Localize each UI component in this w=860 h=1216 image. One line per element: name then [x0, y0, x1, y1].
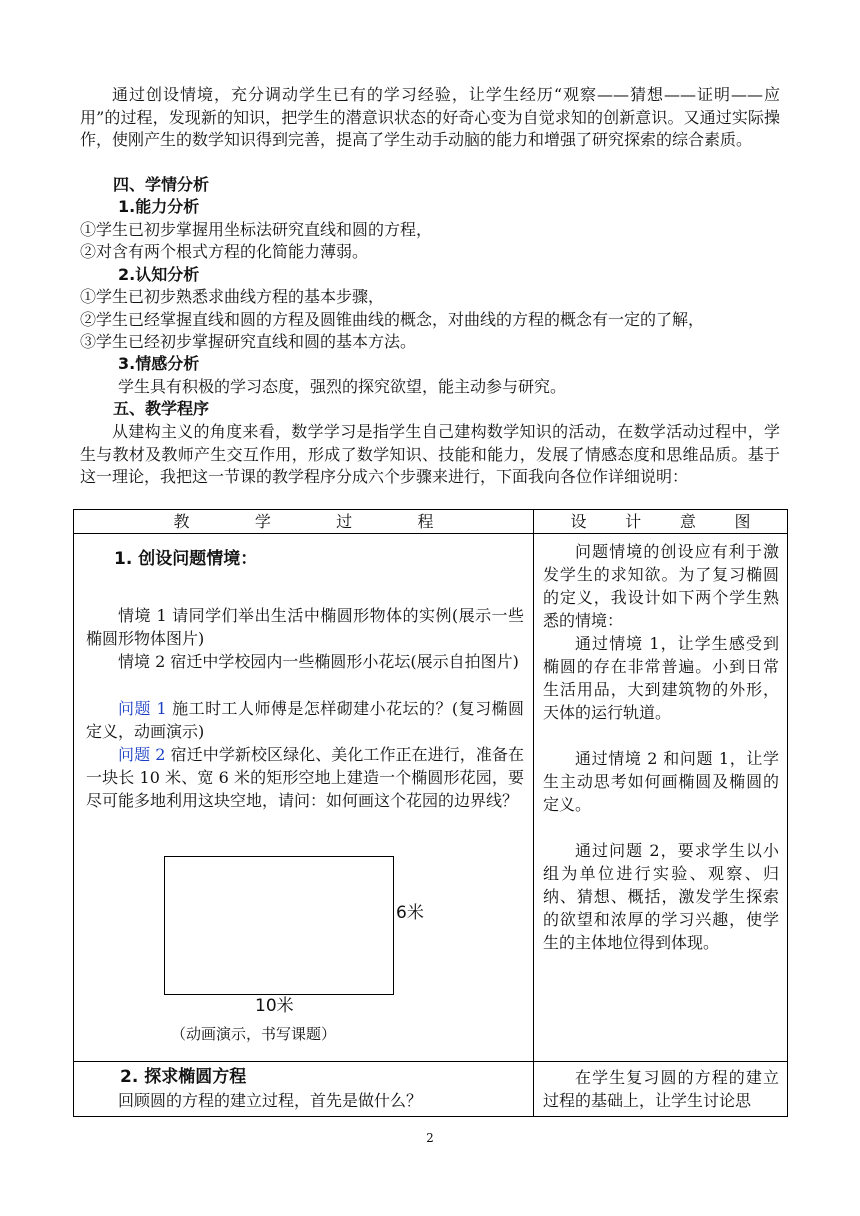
cognition-item-3: ③学生已经初步掌握研究直线和圆的基本方法。: [80, 332, 417, 351]
ability-item-1: ①学生已初步掌握用坐标法研究直线和圆的方程，: [80, 220, 433, 239]
step2-title: 2. 探求椭圆方程: [120, 1067, 247, 1087]
step2-text: 回顾圆的方程的建立过程，首先是做什么？: [118, 1091, 423, 1110]
height-label: 6米: [396, 903, 424, 923]
section-5-body: [80, 421, 780, 489]
intro-section: [80, 84, 780, 152]
section-5-paragraph: 从建构主义的角度来看，数学学习是指学生自己建构数学知识的活动，在数学活动过程中，学生与教材及教师产生交互作用，形成了数学知识、技能和能力，发展了情感态度和思维品质。基于这一理论，我把这一节课的教学程序分成六个步骤来进行，下面我向各位作详细说明：: [80, 422, 780, 486]
teaching-procedure-table: [73, 509, 788, 1117]
step2-intent: 在学生复习圆的方程的建立过程的基础上，让学生讨论思: [543, 1068, 779, 1110]
step2-process-cell: [74, 1062, 534, 1117]
table-row-step1: [74, 534, 788, 1062]
header-intent-char: 计: [625, 512, 642, 531]
question-1-label: 问题 1: [118, 699, 167, 718]
header-intent: [534, 510, 788, 534]
field-rectangle: [164, 856, 394, 995]
intent-para-3: 通过情境 2 和问题 1，让学生主动思考如何画椭圆及椭圆的定义。: [543, 749, 779, 814]
emotion-title: 3.情感分析: [118, 354, 200, 373]
figure-caption: （动画演示，书写课题）: [171, 1025, 337, 1043]
intent-para-4: 通过问题 2，要求学生以小组为单位进行实验、观察、归纳、猜想、概括，激发学生探索的欲望和浓厚的学习兴趣，使学生的主体地位得到体现。: [543, 841, 779, 952]
table-header-row: [74, 510, 788, 534]
situation-2: 情境 2 宿迁中学校园内一些椭圆形小花坛(展示自拍图片): [118, 652, 519, 671]
ability-item-2: ②对含有两个根式方程的化简能力薄弱。: [80, 242, 369, 261]
page-number: 2: [426, 1131, 434, 1145]
section-5-title: 五、教学程序: [113, 399, 210, 418]
question-1: [86, 697, 524, 743]
header-process-char: 学: [254, 512, 271, 531]
section-4-title: 四、学情分析: [113, 175, 210, 194]
header-intent-char: 意: [679, 512, 696, 531]
cognition-item-1: ①学生已初步熟悉求曲线方程的基本步骤，: [80, 287, 385, 306]
table-row-step2: [74, 1062, 788, 1117]
cognition-title: 2.认知分析: [118, 265, 200, 284]
step2-intent-cell: [534, 1062, 788, 1117]
step1-intent-cell: [534, 534, 788, 1062]
step1-process-cell: [74, 534, 534, 1062]
question-2-label: 问题 2: [118, 745, 166, 764]
emotion-text: 学生具有积极的学习态度，强烈的探究欲望，能主动参与研究。: [118, 377, 567, 396]
header-intent-char: 设: [570, 512, 587, 531]
header-process-char: 程: [417, 512, 434, 531]
header-process-char: 过: [336, 512, 353, 531]
question-1-text: 施工时工人师傅是怎样砌建小花坛的？(复习椭圆定义，动画演示): [86, 699, 524, 741]
header-process: [74, 510, 534, 534]
header-intent-char: 图: [734, 512, 751, 531]
intent-para-2: 通过情境 1，让学生感受到椭圆的存在非常普遍。小到日常生活用品，大到建筑物的外形，天体的运行轨道。: [543, 634, 779, 722]
ability-title: [118, 196, 199, 219]
intro-paragraph: 通过创设情境，充分调动学生已有的学习经验，让学生经历“观察——猜想——证明——应用”的过程，发现新的知识，把学生的潜意识状态的好奇心变为自觉求知的创新意识。又通过实际操作，使刚产生的数学知识得到完善，提高了学生动手动脑的能力和增强了研究探索的综合素质。: [80, 85, 780, 149]
width-label: 10米: [255, 996, 294, 1016]
situation-1: 情境 1 请同学们举出生活中椭圆形物体的实例(展示一些椭圆形物体图片): [86, 606, 524, 648]
step1-title: 1. 创设问题情境：: [114, 549, 258, 569]
header-process-char: 教: [173, 512, 190, 531]
question-2-text: 宿迁中学新校区绿化、美化工作正在进行，准备在一块长 10 米、宽 6 米的矩形空地上建造一个椭圆形花园，要尽可能多地利用这块空地，请问：如何画这个花园的边界线？: [86, 745, 524, 810]
ability-title-text: 1.能力分析: [118, 197, 200, 216]
intent-para-1: 问题情境的创设应有利于激发学生的求知欲。为了复习椭圆的定义，我设计如下两个学生熟悉的情境：: [543, 542, 779, 630]
question-2: [86, 743, 524, 812]
cognition-item-2: ②学生已经掌握直线和圆的方程及圆锥曲线的概念，对曲线的方程的概念有一定的了解，: [80, 310, 705, 329]
